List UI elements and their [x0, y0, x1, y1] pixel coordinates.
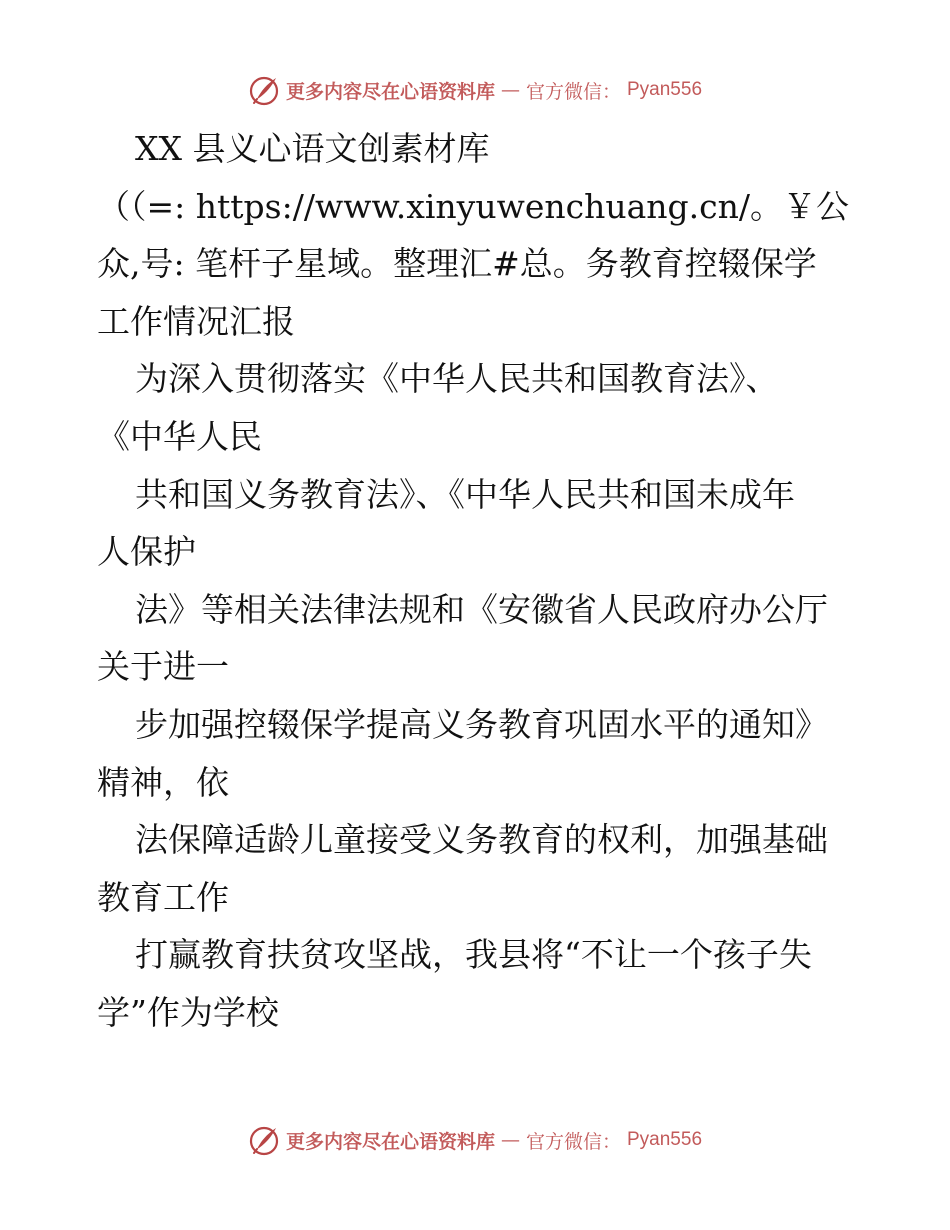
text-line: 共和国义务教育法》、《中华人民共和国未成年	[135, 474, 795, 514]
banner-separator: —	[500, 79, 520, 101]
quill-pen-logo-icon	[248, 74, 280, 106]
text-line: 人保护	[97, 532, 196, 572]
text-line: 众,号: 笔杆子星域。整理汇#总。务教育控辍保学	[97, 244, 817, 284]
banner-contact-label: 官方微信：	[525, 80, 621, 103]
banner-title: 更多内容尽在心语资料库	[285, 1130, 495, 1153]
text-line: 精神，依	[97, 762, 229, 802]
text-line: 关于进一	[97, 647, 229, 687]
banner-contact-label: 官方微信：	[525, 1130, 621, 1153]
text-line: （（=: https://www.xinyuwenchuang.cn/。￥公	[97, 186, 849, 226]
text-line: 学”作为学校	[97, 992, 279, 1032]
text-line: 《中华人民	[97, 416, 262, 456]
document-body	[97, 120, 853, 1042]
text-line: 为深入贯彻落实《中华人民共和国教育法》、	[135, 359, 779, 399]
banner-title: 更多内容尽在心语资料库	[285, 80, 495, 103]
text-line: 工作情况汇报	[97, 301, 295, 341]
quill-pen-logo-icon	[248, 1124, 280, 1156]
banner-separator: —	[500, 1129, 520, 1151]
text-line: 教育工作	[97, 877, 229, 917]
text-line: 步加强控辍保学提高义务教育巩固水平的通知》	[135, 704, 828, 744]
header-banner	[0, 70, 950, 110]
footer-banner	[0, 1120, 950, 1160]
text-line: 打赢教育扶贫攻坚战，我县将“不让一个孩子失	[135, 935, 812, 975]
banner-contact-id: Pyan556	[627, 79, 703, 100]
document-title: XX 县义心语文创素材库	[135, 129, 490, 168]
text-line: 法保障适龄儿童接受义务教育的权利，加强基础	[135, 820, 828, 860]
text-line: 法》等相关法律法规和《安徽省人民政府办公厅	[135, 589, 828, 629]
banner-contact-id: Pyan556	[627, 1129, 703, 1150]
